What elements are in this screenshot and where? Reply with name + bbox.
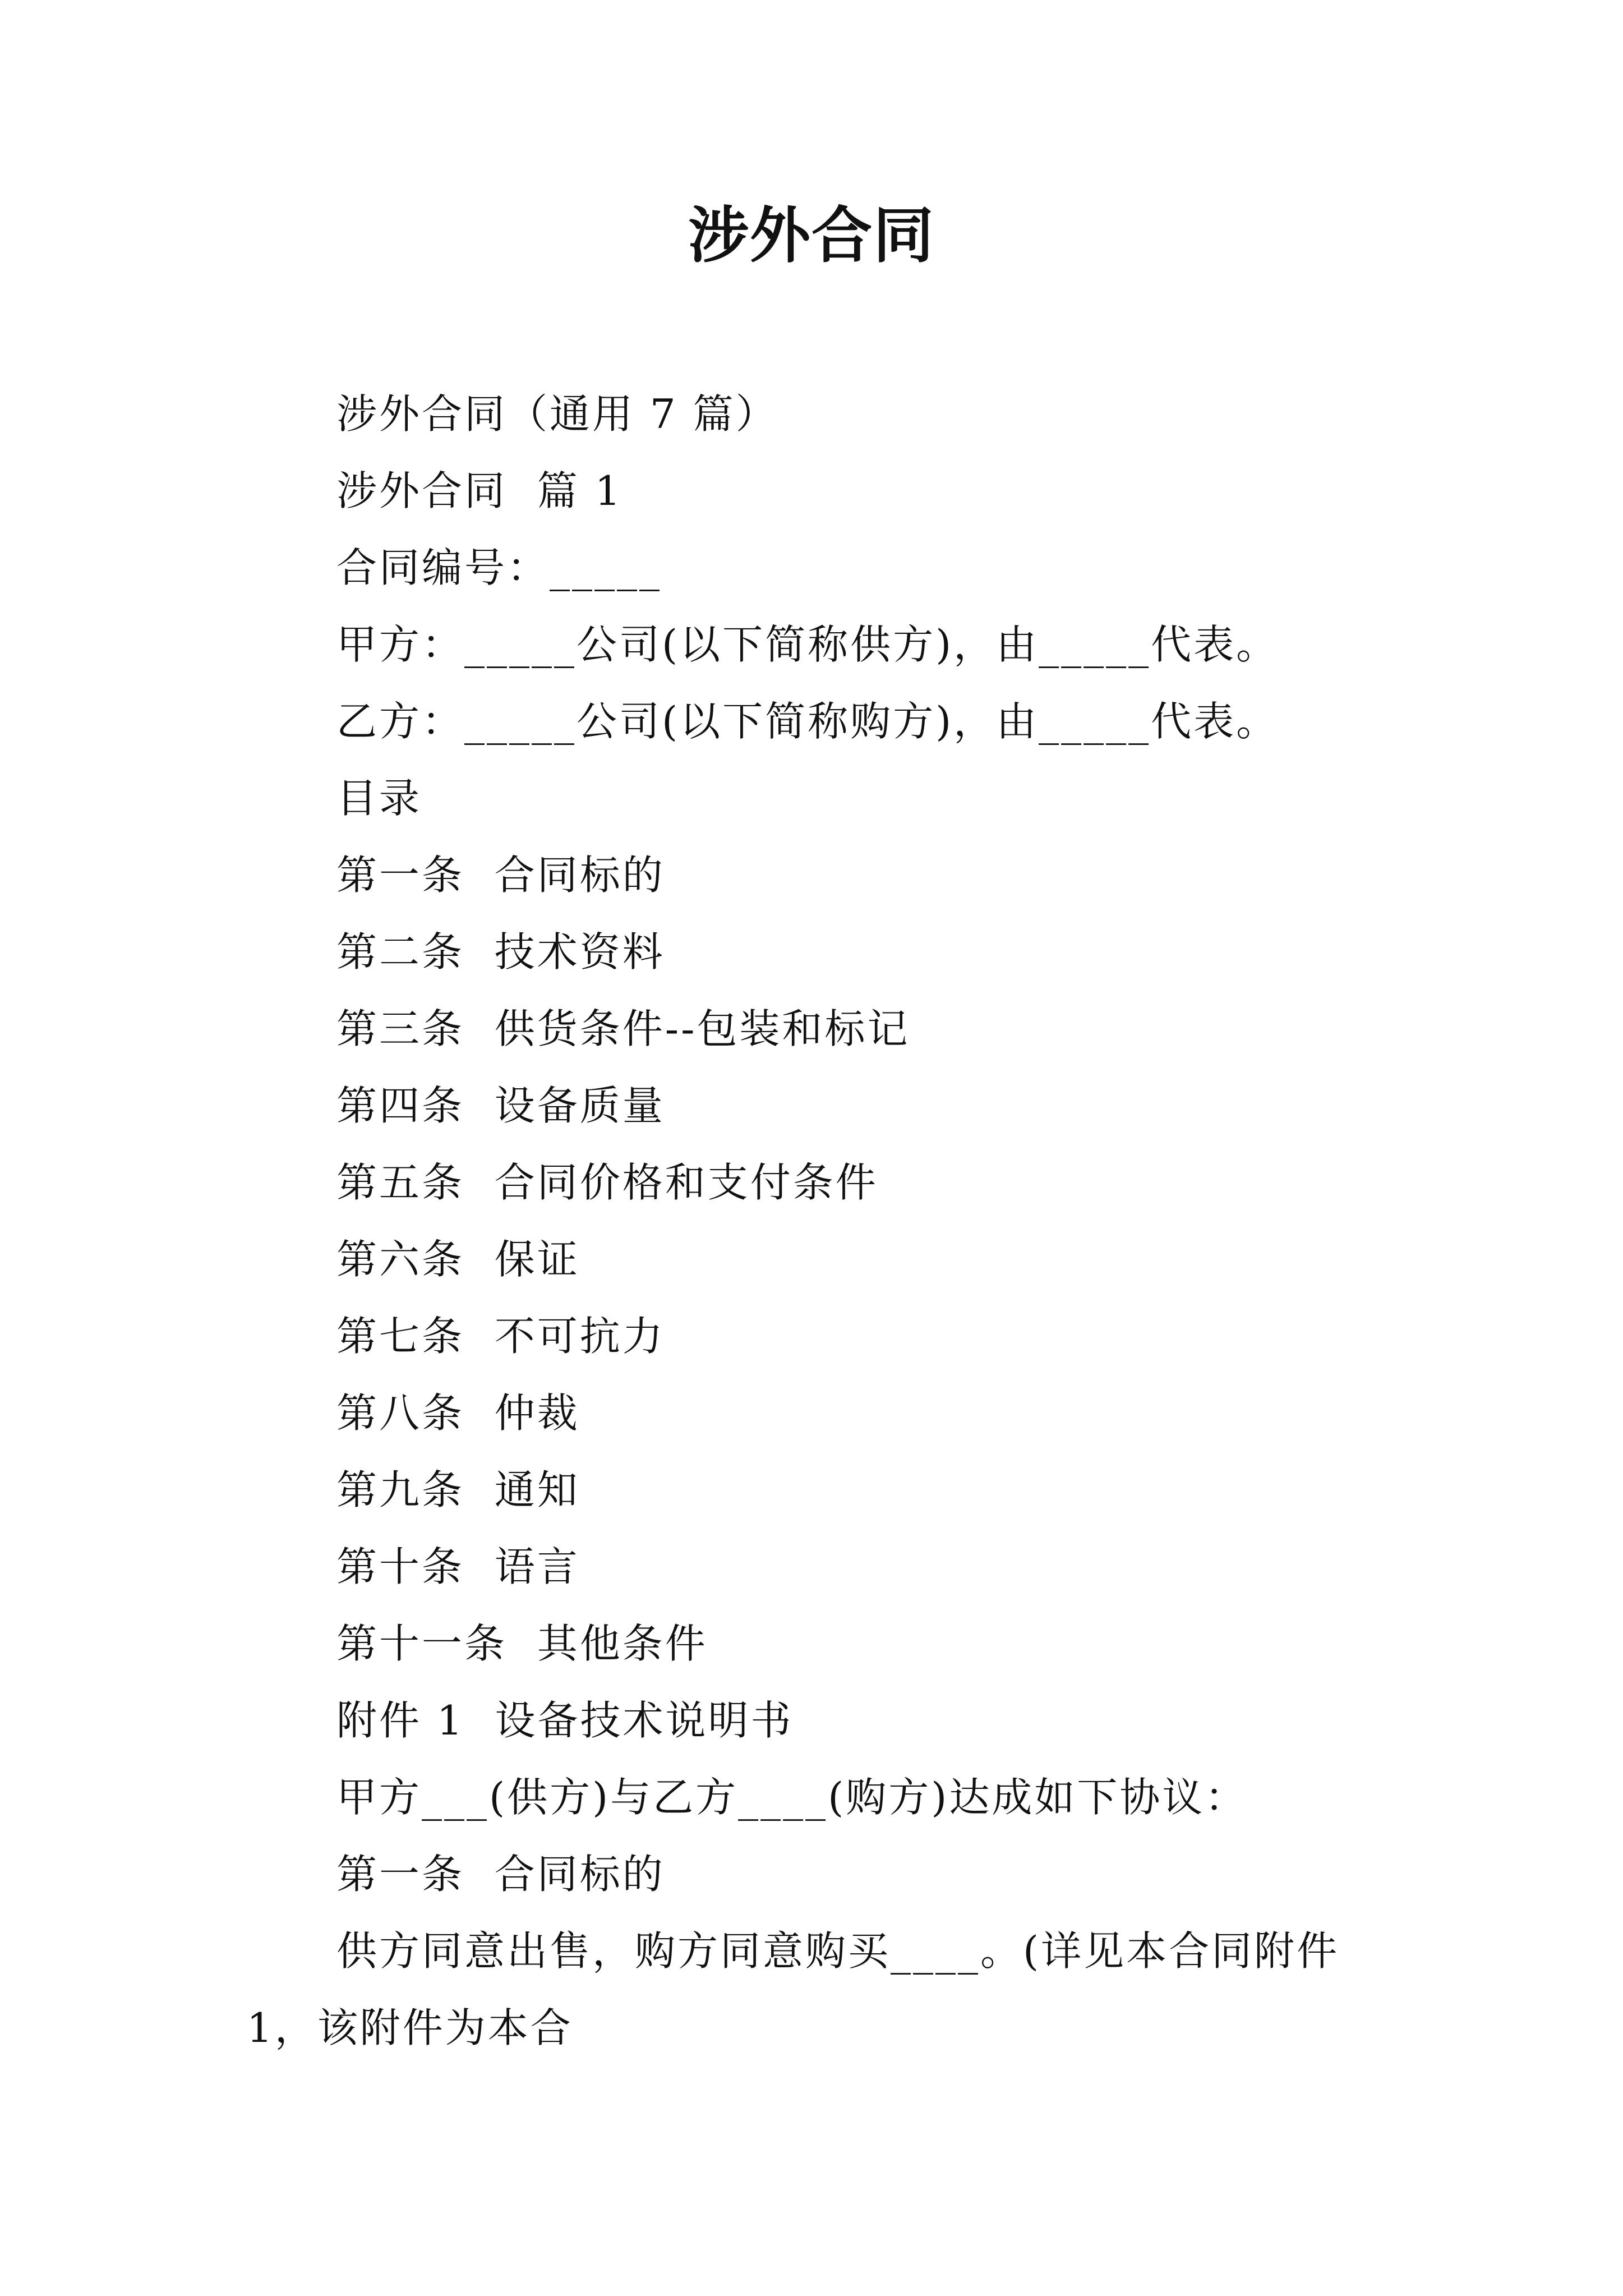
text-line: 甲方：_____公司(以下简称供方)，由_____代表。 <box>336 621 1279 668</box>
text-line: 目录 <box>336 775 422 822</box>
toc-item: 第十条 语言 <box>336 1543 580 1590</box>
document-body <box>247 376 1380 2067</box>
toc-item: 第五条 合同价格和支付条件 <box>336 1159 878 1206</box>
text-line: 1，该附件为本合 <box>247 2004 573 2051</box>
text-line: 涉外合同 篇 1 <box>336 467 623 514</box>
toc-item: 第八条 仲裁 <box>336 1389 580 1437</box>
text-line: 合同编号：_____ <box>336 544 662 591</box>
section-heading: 第一条 合同标的 <box>336 1851 665 1898</box>
toc-item: 第四条 设备质量 <box>336 1082 665 1129</box>
toc-item: 附件 1 设备技术说明书 <box>336 1697 794 1744</box>
toc-item: 第三条 供货条件--包装和标记 <box>336 1005 910 1052</box>
text-line: 供方同意出售，购方同意购买____。(详见本合同附件 <box>336 1927 1340 1975</box>
text-line: 涉外合同（通用 7 篇） <box>336 390 778 438</box>
toc-item: 第十一条 其他条件 <box>336 1620 708 1667</box>
text-line: 甲方___(供方)与乙方____(购方)达成如下协议： <box>336 1774 1248 1821</box>
toc-item: 第六条 保证 <box>336 1236 580 1283</box>
toc-item: 第九条 通知 <box>336 1466 580 1513</box>
text-line: 乙方：_____公司(以下简称购方)，由_____代表。 <box>336 698 1279 745</box>
document-title: 涉外合同 <box>688 200 935 271</box>
toc-item: 第七条 不可抗力 <box>336 1313 665 1360</box>
toc-item: 第二条 技术资料 <box>336 928 665 976</box>
toc-item: 第一条 合同标的 <box>336 852 665 899</box>
